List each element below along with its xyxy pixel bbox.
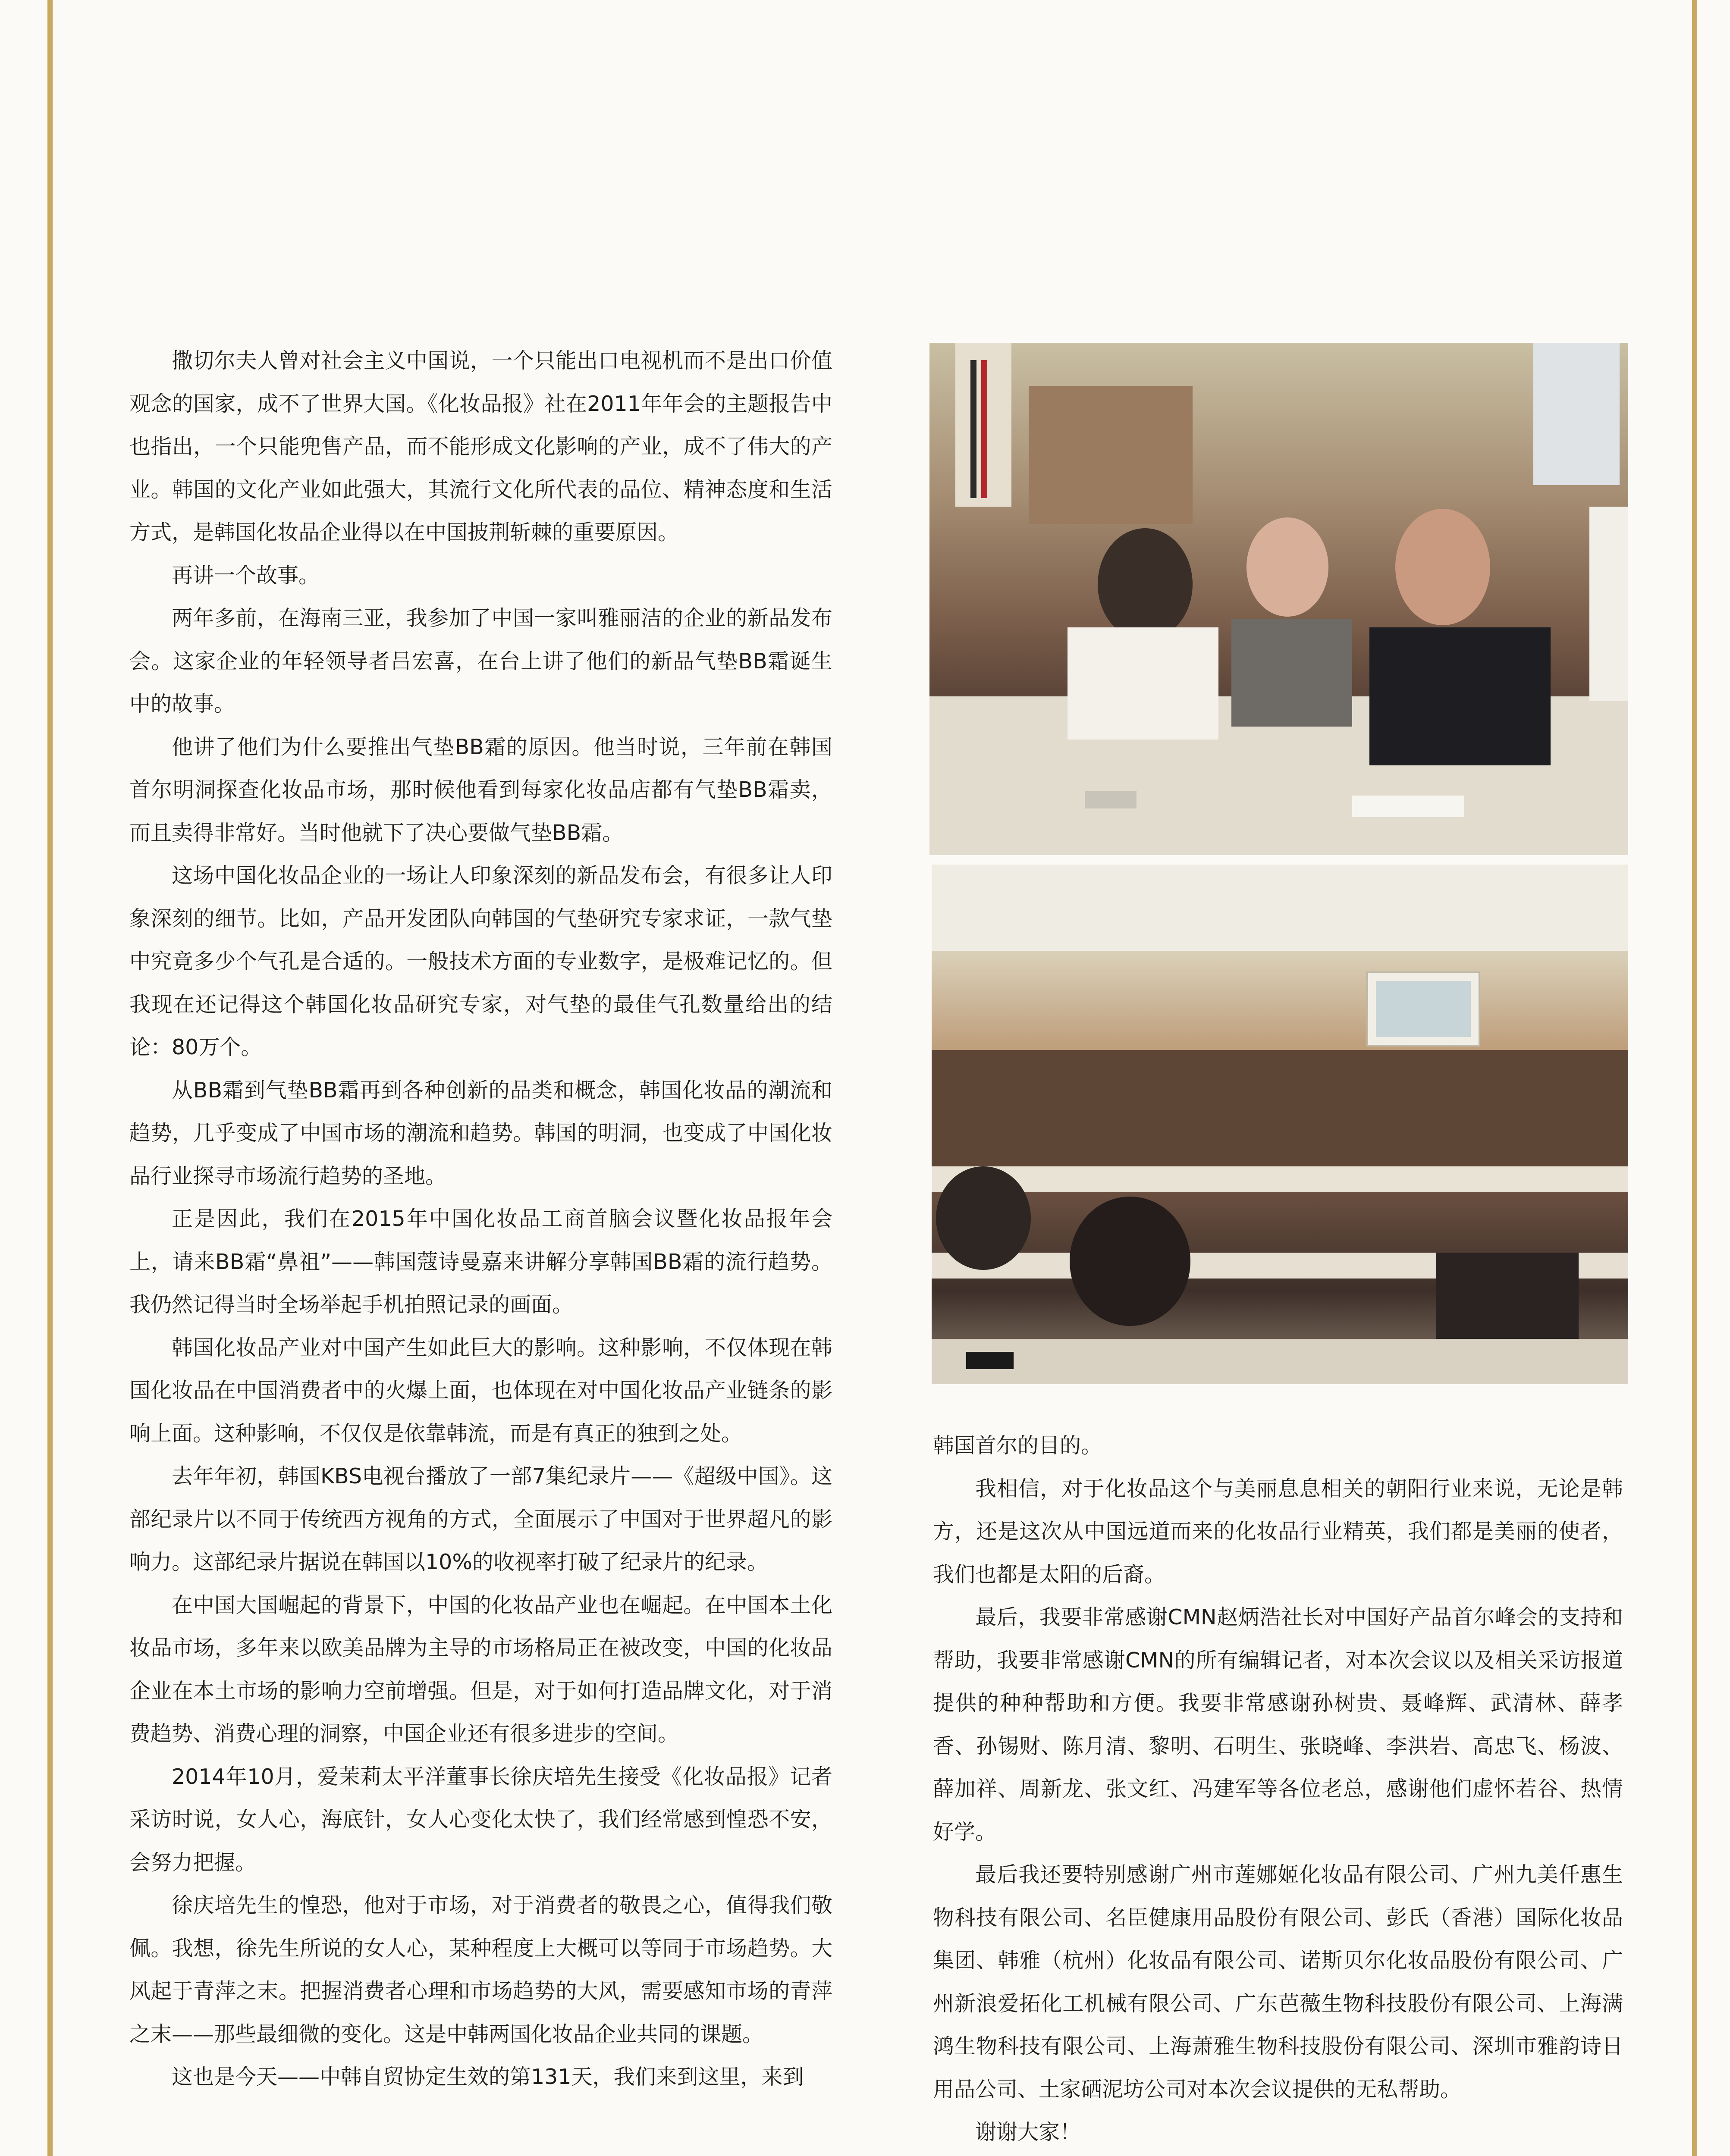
paragraph: 他讲了他们为什么要推出气垫BB霜的原因。他当时说，三年前在韩国首尔明洞探查化妆品市场，那时候他看到每家化妆品店都有气垫BB霜卖，而且卖得非常好。当时他就下了决心要做气垫BB霜。 bbox=[129, 734, 832, 845]
paragraph: 正是因此，我们在2015年中国化妆品工商首脑会议暨化妆品报年会上，请来BB霜“鼻祖”——韩国蔻诗曼嘉来讲解分享韩国BB霜的流行趋势。我仍然记得当时全场举起手机拍照记录的画面。 bbox=[129, 1206, 832, 1317]
paragraph: 徐庆培先生的惶恐，他对于市场，对于消费者的敬畏之心，值得我们敬佩。我想，徐先生所说的女人心，某种程度上大概可以等同于市场趋势。大风起于青萍之末。把握消费者心理和市场趋势的大风，需要感知市场的青萍之末——那些最细微的变化。这是中韩两国化妆品企业共同的课题。 bbox=[129, 1893, 832, 2046]
paragraph: 撒切尔夫人曾对社会主义中国说，一个只能出口电视机而不是出口价值观念的国家，成不了世界大国。《化妆品报》社在2011年年会的主题报告中也指出，一个只能兜售产品，而不能形成文化影响的产业，成不了伟大的产业。韩国的文化产业如此强大，其流行文化所代表的品位、精神态度和生活方式，是韩国化妆品企业得以在中国披荆斩棘的重要原因。 bbox=[129, 348, 832, 545]
closing-thanks: 谢谢大家！ bbox=[975, 2120, 1081, 2144]
paragraph: 两年多前，在海南三亚，我参加了中国一家叫雅丽洁的企业的新品发布会。这家企业的年轻领导者吕宏喜，在台上讲了他们的新品气垫BB霜诞生中的故事。 bbox=[129, 606, 832, 716]
paragraph: 最后我还要特别感谢广州市莲娜姬化妆品有限公司、广州九美仟惠生物科技有限公司、名臣健康用品股份有限公司、彭氏（香港）国际化妆品集团、韩雅（杭州）化妆品有限公司、诺斯贝尔化妆品股份有限公司、广州新浪爱拓化工机械有限公司、广东芭薇生物科技股份有限公司、上海满鸿生物科技有限公司、上海萧雅生物科技股份有限公司、深圳市雅韵诗日用品公司、土家硒泥坊公司对本次会议提供的无私帮助。 bbox=[933, 1862, 1623, 2102]
paragraph: 去年年初，韩国KBS电视台播放了一部7集纪录片——《超级中国》。这部纪录片以不同于传统西方视角的方式，全面展示了中国对于世界超凡的影响力。这部纪录片据说在韩国以10%的收视率打破了纪录片的纪录。 bbox=[129, 1464, 832, 1574]
conference-photo-hall bbox=[932, 865, 1628, 1384]
paragraph: 我相信，对于化妆品这个与美丽息息相关的朝阳行业来说，无论是韩方，还是这次从中国远道而来的化妆品行业精英，我们都是美丽的使者，我们也都是太阳的后裔。 bbox=[933, 1476, 1623, 1587]
paragraph: 这也是今天——中韩自贸协定生效的第131天，我们来到这里，来到 bbox=[172, 2065, 804, 2089]
paragraph: 再讲一个故事。 bbox=[172, 563, 320, 588]
paragraph: 韩国化妆品产业对中国产生如此巨大的影响。这种影响，不仅体现在韩国化妆品在中国消费者中的火爆上面，也体现在对中国化妆品产业链条的影响上面。这种影响，不仅仅是依靠韩流，而是有真正的独到之处。 bbox=[129, 1335, 832, 1446]
paragraph: 2014年10月，爱茉莉太平洋董事长徐庆培先生接受《化妆品报》记者采访时说，女人心，海底针，女人心变化太快了，我们经常感到惶恐不安，会努力把握。 bbox=[129, 1764, 832, 1875]
paragraph: 这场中国化妆品企业的一场让人印象深刻的新品发布会，有很多让人印象深刻的细节。比如，产品开发团队向韩国的气垫研究专家求证，一款气垫中究竟多少个气孔是合适的。一般技术方面的专业数字，是极难记忆的。但我现在还记得这个韩国化妆品研究专家，对气垫的最佳气孔数量给出的结论：80万个。 bbox=[129, 863, 832, 1059]
conference-photo-front-rows bbox=[929, 343, 1628, 855]
paragraph: 从BB霜到气垫BB霜再到各种创新的品类和概念，韩国化妆品的潮流和趋势，几乎变成了中国市场的潮流和趋势。韩国的明洞，也变成了中国化妆品行业探寻市场流行趋势的圣地。 bbox=[129, 1078, 832, 1188]
paragraph: 在中国大国崛起的背景下，中国的化妆品产业也在崛起。在中国本土化妆品市场，多年来以欧美品牌为主导的市场格局正在被改变，中国的化妆品企业在本土市场的影响力空前增强。但是，对于如何打造品牌文化，对于消费趋势、消费心理的洞察，中国企业还有很多进步的空间。 bbox=[129, 1592, 832, 1746]
article-right-column bbox=[933, 1424, 1623, 2154]
article-left-column bbox=[129, 339, 832, 2099]
paragraph-continued: 韩国首尔的目的。 bbox=[933, 1433, 1102, 1458]
paragraph: 最后，我要非常感谢CMN赵炳浩社长对中国好产品首尔峰会的支持和帮助，我要非常感谢CMN的所有编辑记者，对本次会议以及相关采访报道提供的种种帮助和方便。我要非常感谢孙树贵、聂峰辉、武清林、薛孝香、孙锡财、陈月清、黎明、石明生、张晓峰、李洪岩、高忠飞、杨波、薛加祥、周新龙、张文红、冯建军等各位老总，感谢他们虚怀若谷、热情好学。 bbox=[933, 1605, 1623, 1844]
